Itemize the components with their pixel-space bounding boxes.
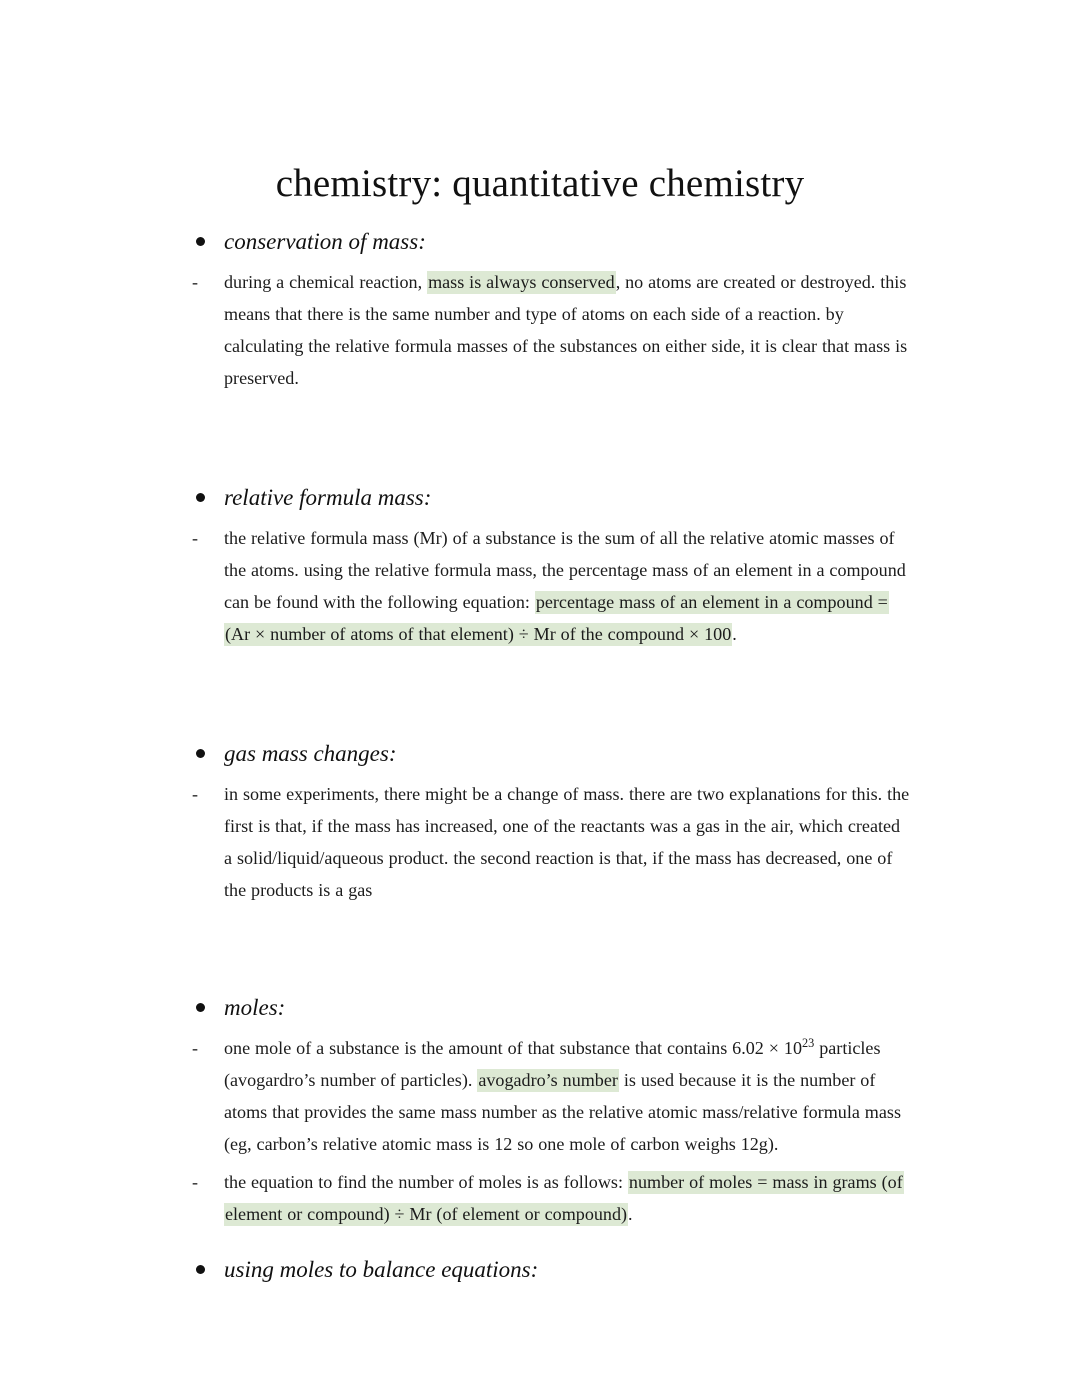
- highlighted-text: avogadro’s number: [478, 1070, 618, 1090]
- superscript-exponent: 23: [802, 1035, 815, 1050]
- note-bullet-row: [0, 522, 1080, 650]
- highlighted-text: mass is always conserved: [428, 272, 615, 292]
- notes-content: [0, 226, 1080, 1294]
- section-heading-row: [0, 482, 1080, 516]
- section-heading-row: [0, 1254, 1080, 1288]
- note-body-text: [224, 1032, 912, 1160]
- plain-text: is used because it is the number of atoms that provides the same mass number as the relative atomic mass/relative formula mass (eg, carbon’s relative atomic mass is 12 so one mole of carbon weighs 12g).: [224, 1070, 901, 1154]
- bullet-icon: [196, 749, 205, 758]
- note-section: [0, 482, 1080, 650]
- dash-marker-icon: -: [192, 1172, 198, 1192]
- section-spacer: [0, 394, 1080, 482]
- plain-text: , no atoms are created or destroyed. this means that there is the same number and type of atoms on each side of a reaction. by calculating the relative formula masses of the substances on either side, it is clear that mass is preserved.: [224, 272, 908, 388]
- plain-text: .: [628, 1204, 633, 1224]
- note-section: [0, 992, 1080, 1230]
- page-title: chemistry: quantitative chemistry: [275, 162, 805, 206]
- section-spacer: [0, 650, 1080, 738]
- section-heading-text: relative formula mass:: [224, 485, 432, 510]
- note-section: [0, 738, 1080, 906]
- bullet-icon: [196, 493, 205, 502]
- bullet-icon: [196, 1003, 205, 1012]
- section-heading-text: using moles to balance equations:: [224, 1257, 539, 1282]
- section-heading-text: gas mass changes:: [224, 741, 397, 766]
- dash-marker-icon: -: [192, 1038, 198, 1058]
- highlighted-text: number of moles = mass in grams (of element or compound) ÷ Mr (of element or compound): [225, 1172, 903, 1224]
- plain-text: during a chemical reaction,: [224, 272, 428, 292]
- section-spacer: [0, 906, 1080, 992]
- plain-text: particles (avogardro’s number of particles).: [224, 1038, 881, 1090]
- note-bullet-row: [0, 778, 1080, 906]
- note-bullet-row: [0, 1032, 1080, 1160]
- note-bullet-row: [0, 1166, 1080, 1230]
- plain-text: the equation to find the number of moles is as follows:: [224, 1172, 628, 1192]
- note-section: [0, 226, 1080, 394]
- section-heading-text: conservation of mass:: [224, 229, 426, 254]
- plain-text: one mole of a substance is the amount of that substance that contains 6.02 × 10: [224, 1038, 802, 1058]
- bullet-icon: [196, 237, 205, 246]
- section-heading-row: [0, 738, 1080, 772]
- section-heading-row: [0, 226, 1080, 260]
- note-bullet-row: [0, 266, 1080, 394]
- note-section: [0, 1254, 1080, 1294]
- section-heading-row: [0, 992, 1080, 1026]
- note-body-text: [224, 522, 912, 650]
- plain-text: .: [732, 624, 737, 644]
- bullet-icon: [196, 1265, 205, 1274]
- note-body-text: [224, 778, 912, 906]
- note-body-text: [224, 266, 912, 394]
- plain-text: the relative formula mass (Mr) of a substance is the sum of all the relative atomic masses of the atoms. using the relative formula mass, the percentage mass of an element in a compound can be found with the following equation:: [224, 528, 906, 612]
- dash-marker-icon: -: [192, 528, 198, 548]
- spacer: [0, 1288, 1080, 1294]
- dash-marker-icon: -: [192, 272, 198, 292]
- plain-text: in some experiments, there might be a change of mass. there are two explanations for this. the first is that, if the mass has increased, one of the reactants was a gas in the air, which created a solid/liquid/aqueous product. the second reaction is that, if the mass has decreased, one of the products is a gas: [224, 784, 910, 900]
- highlighted-text: percentage mass of an element in a compound = (Ar × number of atoms of that element) ÷ Mr of the compound × 100: [225, 592, 888, 644]
- note-body-text: [224, 1166, 912, 1230]
- section-spacer: [0, 1230, 1080, 1254]
- dash-marker-icon: -: [192, 784, 198, 804]
- section-heading-text: moles:: [224, 995, 286, 1020]
